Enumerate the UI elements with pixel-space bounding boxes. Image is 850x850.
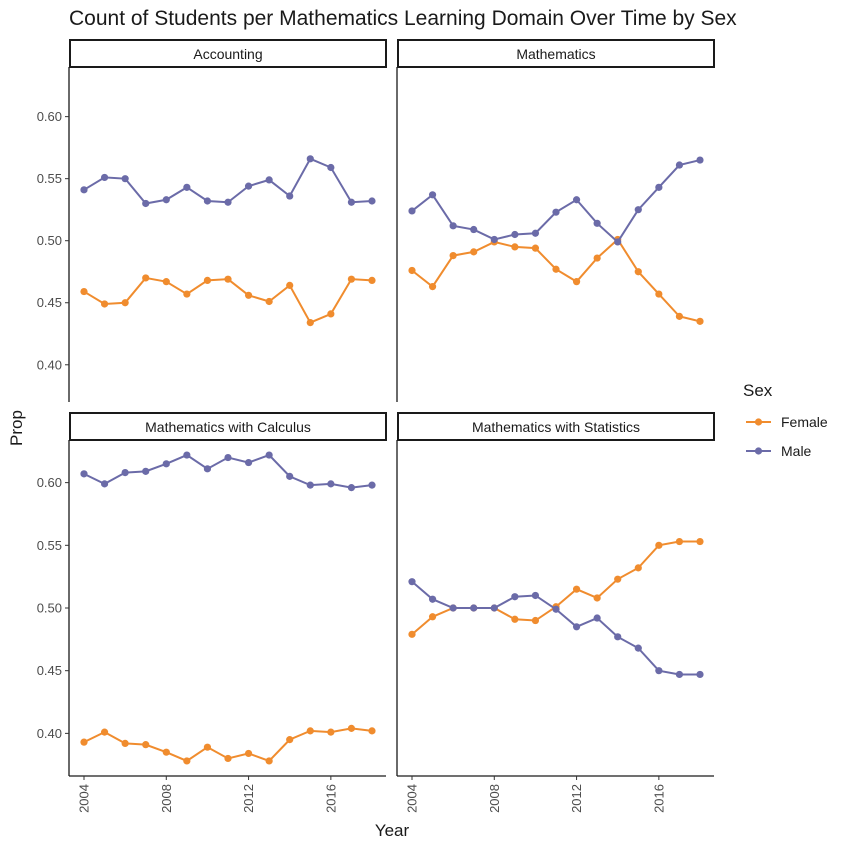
data-point-male <box>348 484 355 491</box>
data-point-male <box>511 231 518 238</box>
data-point-female <box>286 736 293 743</box>
data-point-female <box>594 594 601 601</box>
data-point-male <box>450 222 457 229</box>
data-point-male <box>368 197 375 204</box>
y-axis-title: Prop <box>7 410 26 446</box>
data-point-male <box>101 480 108 487</box>
data-point-male <box>368 482 375 489</box>
x-tick-label: 2004 <box>76 784 92 813</box>
data-point-female <box>204 277 211 284</box>
data-point-female <box>696 318 703 325</box>
data-point-female <box>307 319 314 326</box>
data-point-male <box>142 468 149 475</box>
data-point-male <box>532 592 539 599</box>
data-point-female <box>80 288 87 295</box>
data-point-female <box>696 538 703 545</box>
data-point-male <box>266 451 273 458</box>
data-point-female <box>552 266 559 273</box>
data-point-female <box>266 757 273 764</box>
legend-key-point <box>755 447 762 454</box>
data-point-female <box>224 755 231 762</box>
data-point-male <box>163 196 170 203</box>
data-point-female <box>368 277 375 284</box>
data-point-male <box>614 633 621 640</box>
panel-accounting <box>37 40 386 402</box>
y-tick-label: 0.55 <box>36 171 62 187</box>
data-point-male <box>408 207 415 214</box>
data-point-female <box>348 725 355 732</box>
data-point-male <box>491 604 498 611</box>
x-tick-label: 2008 <box>158 784 174 813</box>
data-point-male <box>594 614 601 621</box>
data-point-female <box>163 749 170 756</box>
facet-strip-label: Mathematics with Statistics <box>471 419 641 435</box>
data-point-male <box>183 184 190 191</box>
x-tick-label: 2008 <box>486 784 502 813</box>
data-point-female <box>327 729 334 736</box>
y-tick-label: 0.40 <box>36 725 62 741</box>
data-point-male <box>552 209 559 216</box>
panels <box>37 40 714 813</box>
data-point-female <box>573 278 580 285</box>
data-point-male <box>614 238 621 245</box>
data-point-female <box>163 278 170 285</box>
data-point-female <box>245 750 252 757</box>
series-line-female <box>412 239 700 321</box>
data-point-male <box>408 578 415 585</box>
facet-strip-label: Accounting <box>193 46 263 62</box>
data-point-male <box>573 623 580 630</box>
data-point-female <box>450 252 457 259</box>
data-point-male <box>266 176 273 183</box>
data-point-female <box>470 248 477 255</box>
data-point-female <box>80 739 87 746</box>
data-point-male <box>163 460 170 467</box>
data-point-male <box>80 186 87 193</box>
data-point-female <box>142 741 149 748</box>
data-point-male <box>204 465 211 472</box>
data-point-female <box>573 586 580 593</box>
data-point-female <box>122 740 129 747</box>
data-point-female <box>122 299 129 306</box>
data-point-female <box>614 576 621 583</box>
data-point-male <box>327 164 334 171</box>
x-tick-label: 2012 <box>241 784 257 813</box>
data-point-female <box>183 290 190 297</box>
x-tick-label: 2016 <box>323 784 339 813</box>
data-point-male <box>676 671 683 678</box>
data-point-female <box>327 310 334 317</box>
x-axis-title: Year <box>374 821 410 840</box>
data-point-female <box>594 254 601 261</box>
legend-title: Sex <box>743 381 773 400</box>
data-point-male <box>470 226 477 233</box>
data-point-female <box>532 617 539 624</box>
legend-label: Female <box>781 414 828 430</box>
data-point-male <box>307 482 314 489</box>
data-point-male <box>696 671 703 678</box>
legend-item-female <box>746 414 828 430</box>
series-line-male <box>412 160 700 242</box>
data-point-female <box>532 245 539 252</box>
data-point-male <box>655 184 662 191</box>
data-point-male <box>511 593 518 600</box>
data-point-male <box>286 192 293 199</box>
data-point-male <box>122 469 129 476</box>
x-tick-label: 2016 <box>651 784 667 813</box>
panel-mathematics-with-calculus <box>37 413 386 813</box>
data-point-female <box>142 274 149 281</box>
y-tick-label: 0.45 <box>36 295 62 311</box>
y-tick-label: 0.55 <box>36 537 62 553</box>
facet-strip-label: Mathematics <box>516 46 596 62</box>
data-point-male <box>655 667 662 674</box>
data-point-male <box>122 175 129 182</box>
data-point-female <box>348 276 355 283</box>
data-point-male <box>307 155 314 162</box>
panel-mathematics-with-statistics <box>397 413 714 813</box>
chart-title: Count of Students per Mathematics Learning Domain Over Time by Sex <box>69 7 737 30</box>
facet-strip-label: Mathematics with Calculus <box>145 419 311 435</box>
legend-item-male <box>746 443 812 459</box>
data-point-female <box>511 616 518 623</box>
data-point-female <box>245 292 252 299</box>
data-point-female <box>408 267 415 274</box>
data-point-male <box>532 230 539 237</box>
data-point-male <box>573 196 580 203</box>
data-point-male <box>635 206 642 213</box>
data-point-male <box>470 604 477 611</box>
data-point-female <box>204 744 211 751</box>
panel-mathematics <box>397 40 714 402</box>
y-tick-label: 0.40 <box>36 357 62 373</box>
data-point-male <box>491 236 498 243</box>
data-point-female <box>635 564 642 571</box>
data-point-female <box>429 613 436 620</box>
data-point-female <box>307 727 314 734</box>
data-point-female <box>655 542 662 549</box>
data-point-male <box>594 220 601 227</box>
data-point-male <box>101 174 108 181</box>
data-point-male <box>245 459 252 466</box>
data-point-female <box>676 538 683 545</box>
data-point-female <box>635 268 642 275</box>
data-point-male <box>450 604 457 611</box>
y-tick-label: 0.45 <box>36 663 62 679</box>
data-point-female <box>224 276 231 283</box>
data-point-female <box>183 757 190 764</box>
data-point-male <box>224 454 231 461</box>
data-point-female <box>101 300 108 307</box>
x-tick-label: 2012 <box>569 784 585 813</box>
data-point-male <box>429 191 436 198</box>
data-point-male <box>696 156 703 163</box>
data-point-male <box>552 606 559 613</box>
data-point-male <box>224 199 231 206</box>
data-point-male <box>348 199 355 206</box>
data-point-female <box>266 298 273 305</box>
data-point-female <box>429 283 436 290</box>
data-point-male <box>327 480 334 487</box>
data-point-female <box>408 631 415 638</box>
data-point-female <box>511 243 518 250</box>
data-point-male <box>245 183 252 190</box>
legend-key-point <box>755 418 762 425</box>
legend <box>743 381 828 459</box>
data-point-male <box>142 200 149 207</box>
data-point-female <box>286 282 293 289</box>
data-point-male <box>429 596 436 603</box>
data-point-female <box>101 729 108 736</box>
data-point-male <box>676 161 683 168</box>
data-point-male <box>286 473 293 480</box>
data-point-female <box>368 727 375 734</box>
data-point-male <box>80 470 87 477</box>
data-point-female <box>676 313 683 320</box>
y-tick-label: 0.50 <box>36 233 62 249</box>
y-tick-label: 0.50 <box>36 600 62 616</box>
y-tick-label: 0.60 <box>36 475 62 491</box>
series-line-female <box>412 542 700 635</box>
legend-label: Male <box>781 443 812 459</box>
x-tick-label: 2004 <box>404 784 420 813</box>
data-point-male <box>183 451 190 458</box>
y-tick-label: 0.60 <box>36 109 62 125</box>
data-point-female <box>655 290 662 297</box>
data-point-male <box>204 197 211 204</box>
data-point-male <box>635 645 642 652</box>
series-line-male <box>412 582 700 675</box>
